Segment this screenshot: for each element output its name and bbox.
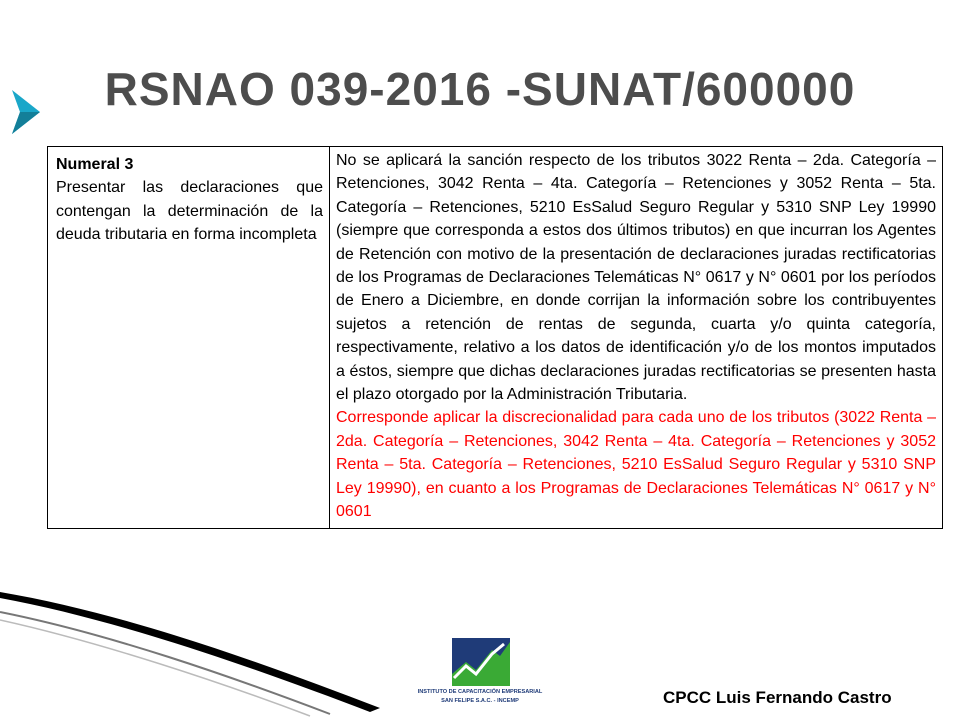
logo-subtitle: SAN FELIPE S.A.C. - INCEMP [441, 698, 519, 704]
table-row [48, 147, 943, 529]
sanction-exemption-text: No se aplicará la sanción respecto de los tributos 3022 Renta – 2da. Categoría – Retenciones, 3042 Renta – 4ta. Categoría – Retenciones y 3052 Renta – 5ta. Categoría – Retenciones, 5210 EsSalud Seguro Regular y 5310 SNP Ley 19990 (siempre que corresponda a estos dos últimos tributos) en que incurran los Agentes de Retención con motivo de la presentación de declaraciones juradas rectificatorias de los Programas de Declaraciones Telemáticas N° 0617 y N° 0601 por los períodos de Enero a Diciembre, en donde corrijan la información sobre los contribuyentes sujetos a retención de rentas de segunda, cuarta y/o quinta categoría, respectivamente, relativo a los datos de identificación y/o de los montos imputados a éstos, siempre que dichas declaraciones juradas rectificatorias se presenten hasta el plazo otorgado por la Administración Tributaria. [336, 152, 936, 404]
right-cell [330, 147, 943, 529]
footer-author: CPCC Luis Fernando Castro [663, 688, 892, 707]
infraction-description: Presentar las declaraciones que contengan la determinación de la deuda tributaria en forma incompleta [56, 179, 323, 244]
numeral-heading: Numeral 3 [56, 156, 134, 173]
content-table [47, 146, 943, 529]
institute-logo [400, 634, 560, 720]
left-cell [48, 147, 330, 529]
slide-title: RSNAO 039-2016 -SUNAT/600000 [104, 63, 856, 115]
logo-chart-icon [400, 634, 560, 690]
logo-name: INSTITUTO DE CAPACITACIÓN EMPRESARIAL [417, 689, 543, 695]
decorative-swoosh [0, 590, 400, 720]
discretion-note: Corresponde aplicar la discrecionalidad para cada uno de los tributos (3022 Renta – 2da. Categoría – Retenciones, 3042 Renta – 4ta. Categoría – Retenciones y 3052 Renta – 5ta. Categoría – Retenciones, 5210 EsSalud Seguro Regular y 5310 SNP Ley 19990), en cuanto a los Programas de Declaraciones Telemáticas N° 0617 y N° 0601 [336, 409, 936, 521]
